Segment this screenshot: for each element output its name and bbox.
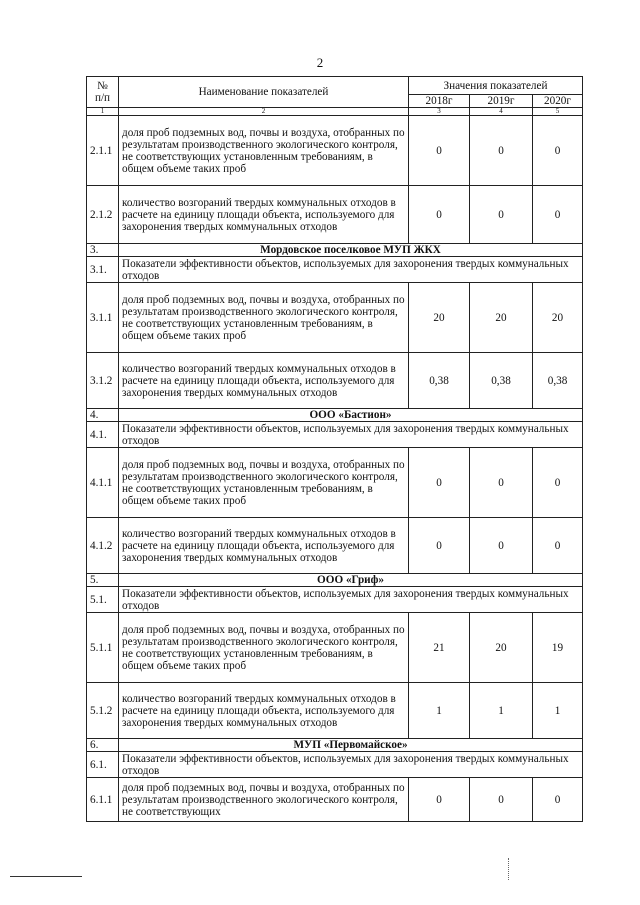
subsection-row xyxy=(87,257,583,283)
indicator-name: количество возгораний твердых коммунальных отходов в расчете на единицу площади объекта, используемого для захоронения твердых коммунальных отходов xyxy=(119,518,409,574)
value-2019: 20 xyxy=(470,613,533,683)
indicators-table xyxy=(86,76,583,822)
section-row xyxy=(87,244,583,257)
value-2019: 0,38 xyxy=(470,353,533,409)
section-number: 4. xyxy=(87,409,119,422)
page-number: 2 xyxy=(316,55,324,70)
table-row xyxy=(87,186,583,244)
value-2020: 0 xyxy=(533,186,583,244)
row-number: 3.1.1 xyxy=(87,283,119,353)
subsection-number: 4.1. xyxy=(87,422,119,448)
section-number: 5. xyxy=(87,574,119,587)
value-2019: 0 xyxy=(470,778,533,822)
value-2018: 20 xyxy=(409,283,470,353)
colnum: 2 xyxy=(119,108,409,116)
row-number: 4.1.2 xyxy=(87,518,119,574)
indicator-name: количество возгораний твердых коммунальных отходов в расчете на единицу площади объекта, используемого для захоронения твердых коммунальных отходов xyxy=(119,683,409,739)
subsection-title: Показатели эффективности объектов, используемых для захоронения твердых коммунальных отходов xyxy=(119,752,583,778)
value-2019: 20 xyxy=(470,283,533,353)
value-2020: 0 xyxy=(533,448,583,518)
header-name: Наименование показателей xyxy=(119,77,409,108)
indicator-name: доля проб подземных вод, почвы и воздуха, отобранных по результатам производственного экологического контроля, не соответствующих xyxy=(119,778,409,822)
value-2018: 0,38 xyxy=(409,353,470,409)
value-2018: 0 xyxy=(409,448,470,518)
indicator-name: доля проб подземных вод, почвы и воздуха, отобранных по результатам производственного экологического контроля, не соответствующих установленным требованиям, в общем объеме таких проб xyxy=(119,116,409,186)
value-2018: 0 xyxy=(409,778,470,822)
table-row xyxy=(87,448,583,518)
table-row xyxy=(87,353,583,409)
table-row xyxy=(87,283,583,353)
value-2020: 0 xyxy=(533,778,583,822)
value-2020: 20 xyxy=(533,283,583,353)
section-row xyxy=(87,739,583,752)
value-2019: 1 xyxy=(470,683,533,739)
value-2020: 0,38 xyxy=(533,353,583,409)
section-title: Мордовское поселковое МУП ЖКХ xyxy=(119,244,583,257)
table-row xyxy=(87,613,583,683)
section-title: ООО «Гриф» xyxy=(119,574,583,587)
indicator-name: доля проб подземных вод, почвы и воздуха, отобранных по результатам производственного экологического контроля, не соответствующих установленным требованиям, в общем объеме таких проб xyxy=(119,613,409,683)
colnum: 3 xyxy=(409,108,470,116)
value-2020: 0 xyxy=(533,116,583,186)
row-number: 3.1.2 xyxy=(87,353,119,409)
value-2018: 0 xyxy=(409,518,470,574)
subsection-title: Показатели эффективности объектов, используемых для захоронения твердых коммунальных отходов xyxy=(119,257,583,283)
table-row xyxy=(87,518,583,574)
subsection-number: 5.1. xyxy=(87,587,119,613)
table-row xyxy=(87,778,583,822)
colnum: 4 xyxy=(470,108,533,116)
section-number: 3. xyxy=(87,244,119,257)
column-numbers-row xyxy=(87,108,583,116)
header-year-2019: 2019г xyxy=(470,95,533,108)
section-title: ООО «Бастион» xyxy=(119,409,583,422)
value-2019: 0 xyxy=(470,518,533,574)
value-2019: 0 xyxy=(470,186,533,244)
header-num: № п/п xyxy=(87,77,119,108)
value-2020: 1 xyxy=(533,683,583,739)
subsection-title: Показатели эффективности объектов, используемых для захоронения твердых коммунальных отходов xyxy=(119,422,583,448)
row-number: 4.1.1 xyxy=(87,448,119,518)
section-row xyxy=(87,574,583,587)
indicator-name: количество возгораний твердых коммунальных отходов в расчете на единицу площади объекта, используемого для захоронения твердых коммунальных отходов xyxy=(119,186,409,244)
row-number: 2.1.2 xyxy=(87,186,119,244)
table-row xyxy=(87,116,583,186)
section-number: 6. xyxy=(87,739,119,752)
table-body xyxy=(87,116,583,822)
colnum: 1 xyxy=(87,108,119,116)
table-header xyxy=(87,77,583,116)
row-number: 5.1.1 xyxy=(87,613,119,683)
subsection-row xyxy=(87,587,583,613)
subsection-row xyxy=(87,752,583,778)
row-number: 5.1.2 xyxy=(87,683,119,739)
footer-mark xyxy=(508,858,511,880)
row-number: 6.1.1 xyxy=(87,778,119,822)
section-title: МУП «Первомайское» xyxy=(119,739,583,752)
value-2020: 0 xyxy=(533,518,583,574)
footer-rule xyxy=(10,876,82,877)
value-2018: 0 xyxy=(409,186,470,244)
value-2019: 0 xyxy=(470,448,533,518)
header-values: Значения показателей xyxy=(409,77,583,95)
row-number: 2.1.1 xyxy=(87,116,119,186)
value-2020: 19 xyxy=(533,613,583,683)
value-2019: 0 xyxy=(470,116,533,186)
value-2018: 0 xyxy=(409,116,470,186)
header-year-2018: 2018г xyxy=(409,95,470,108)
section-row xyxy=(87,409,583,422)
value-2018: 1 xyxy=(409,683,470,739)
header-year-2020: 2020г xyxy=(533,95,583,108)
subsection-number: 3.1. xyxy=(87,257,119,283)
indicator-name: доля проб подземных вод, почвы и воздуха, отобранных по результатам производственного экологического контроля, не соответствующих установленным требованиям, в общем объеме таких проб xyxy=(119,448,409,518)
indicator-name: доля проб подземных вод, почвы и воздуха, отобранных по результатам производственного экологического контроля, не соответствующих установленным требованиям, в общем объеме таких проб xyxy=(119,283,409,353)
subsection-row xyxy=(87,422,583,448)
subsection-title: Показатели эффективности объектов, используемых для захоронения твердых коммунальных отходов xyxy=(119,587,583,613)
colnum: 5 xyxy=(533,108,583,116)
indicator-name: количество возгораний твердых коммунальных отходов в расчете на единицу площади объекта, используемого для захоронения твердых коммунальных отходов xyxy=(119,353,409,409)
value-2018: 21 xyxy=(409,613,470,683)
subsection-number: 6.1. xyxy=(87,752,119,778)
table-row xyxy=(87,683,583,739)
